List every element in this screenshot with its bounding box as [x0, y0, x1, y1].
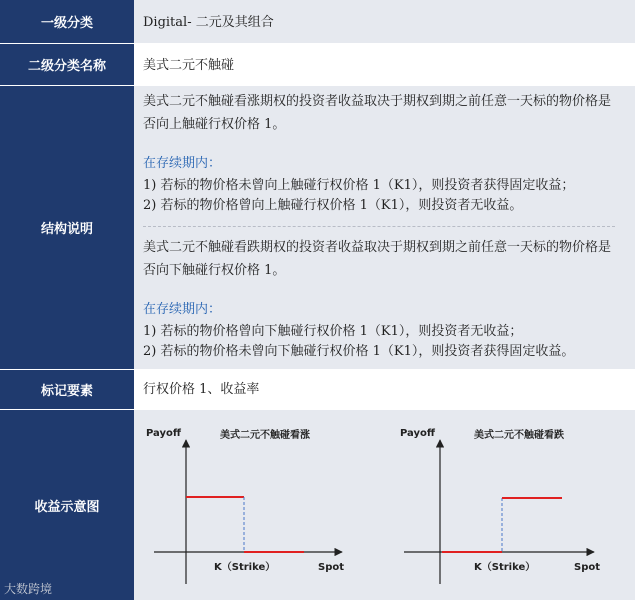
row-level1 [0, 0, 635, 44]
elements-label: 标记要素 [0, 370, 134, 410]
put-x-label: Spot [574, 562, 601, 573]
call-description: 美式二元不触碰看涨期权的投资者收益取决于期权到期之前任意一天标的物价格是否向上触碰行权价格 1。 [143, 94, 612, 132]
level1-cell [134, 0, 635, 44]
put-chart-title: 美式二元不触碰看跌 [474, 430, 564, 441]
level2-label: 二级分类名称 [0, 44, 134, 86]
put-item-1: 1) 若标的物价格曾向下触碰行权价格 1（K1），则投资者无收益； [143, 324, 523, 339]
section-divider [143, 226, 615, 227]
call-heading: 在存续期内： [143, 156, 222, 171]
payoff-diagrams [134, 410, 635, 601]
structure-cell [134, 86, 635, 370]
elements-value: 行权价格 1、收益率 [143, 382, 260, 397]
put-heading: 在存续期内： [143, 302, 222, 317]
put-strike-label: K（Strike） [474, 562, 536, 573]
payoff-cell [134, 410, 635, 601]
elements-cell [134, 370, 635, 410]
call-chart-title: 美式二元不触碰看涨 [220, 430, 310, 441]
payoff-label: 收益示意图 [0, 410, 134, 601]
put-y-label: Payoff [400, 428, 435, 439]
row-payoff [0, 410, 635, 601]
call-x-label: Spot [318, 562, 345, 573]
structure-label: 结构说明 [0, 86, 134, 370]
row-elements [0, 370, 635, 410]
call-strike-label: K（Strike） [214, 562, 276, 573]
put-description: 美式二元不触碰看跌期权的投资者收益取决于期权到期之前任意一天标的物价格是否向下触碰行权价格 1。 [143, 240, 612, 278]
call-payoff-chart [146, 428, 344, 584]
call-item-1: 1) 若标的物价格未曾向上触碰行权价格 1（K1），则投资者获得固定收益； [143, 178, 575, 193]
call-item-2: 2) 若标的物价格曾向上触碰行权价格 1（K1），则投资者无收益。 [143, 198, 523, 213]
call-y-label: Payoff [146, 428, 181, 439]
watermark: 大数跨境 [4, 582, 53, 596]
row-structure [0, 86, 635, 370]
level1-label: 一级分类 [0, 0, 134, 44]
level2-cell [134, 44, 635, 86]
put-payoff-chart [400, 428, 600, 584]
row-level2 [0, 44, 635, 86]
put-item-2: 2) 若标的物价格未曾向下触碰行权价格 1（K1），则投资者获得固定收益。 [143, 344, 575, 359]
level2-value: 美式二元不触碰 [143, 58, 235, 73]
level1-value: Digital- 二元及其组合 [143, 15, 274, 30]
